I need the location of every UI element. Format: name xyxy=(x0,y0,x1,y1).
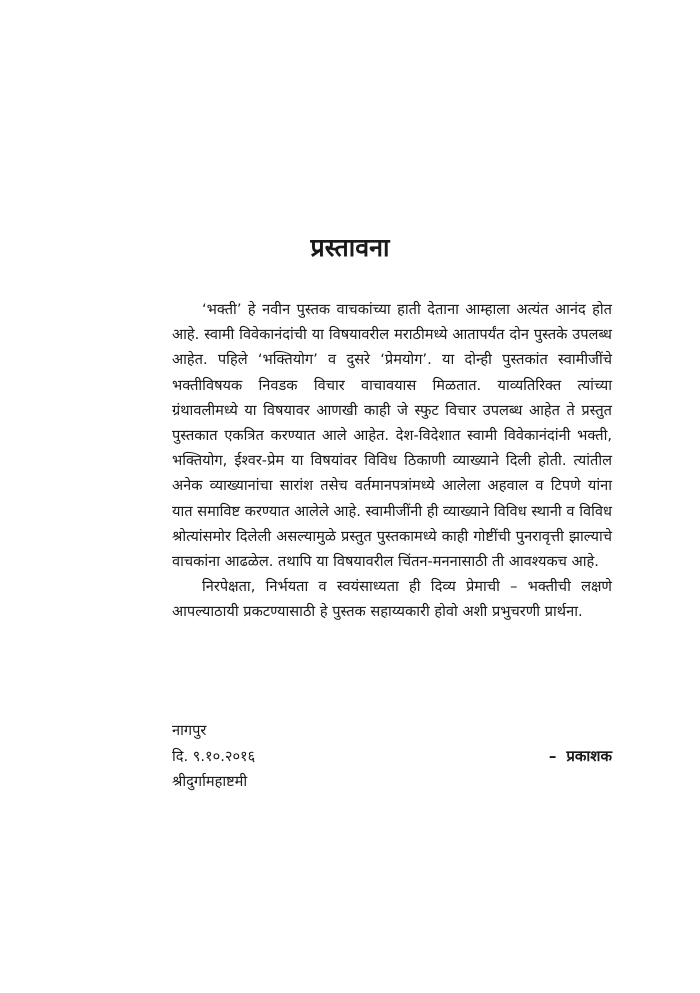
occasion-line: श्रीदुर्गामहाष्टमी xyxy=(172,773,248,790)
page-title: प्रस्तावना xyxy=(310,233,390,262)
publisher-dash: – xyxy=(548,747,557,765)
paragraph-2: निरपेक्षता, निर्भयता व स्वयंसाध्यता ही दिव्य प्रेमाची – भक्तीची लक्षणे आपल्याठायी प्रकटण्यासाठी हे पुस्तक सहाय्यकारी होवो अशी प्रभुचरणी प्रार्थना. xyxy=(172,578,612,621)
place-line: नागपुर xyxy=(172,722,207,739)
date-line: दि. ९.१०.२०१६ xyxy=(172,748,256,765)
publisher-signature xyxy=(549,746,612,766)
publisher-label: प्रकाशक xyxy=(566,747,612,765)
preface-body xyxy=(172,297,612,625)
paragraph-1: ‘भक्ती’ हे नवीन पुस्तक वाचकांच्या हाती देताना आम्हाला अत्यंत आनंद होत आहे. स्वामी विवेकानंदांची या विषयावरील मराठीमध्ये आतापर्यंत दोन पुस्तके उपलब्ध आहेत. पहिले ‘भक्तियोग’ व दुसरे ‘प्रेमयोग’. या दोन्ही पुस्तकांत स्वामीजींचे भक्तीविषयक निवडक विचार वाचावयास मिळतात. याव्यतिरिक्त त्यांच्या ग्रंथावलीमध्ये या विषयावर आणखी काही जे स्फुट विचार उपलब्ध आहेत ते प्रस्तुत पुस्तकात एकत्रित करण्यात आले आहेत. देश-विदेशात स्वामी विवेकानंदांनी भक्ती, भक्तियोग, ईश्वर-प्रेम या विषयांवर विविध ठिकाणी व्याख्याने दिली होती. त्यांतील अनेक व्याख्यानांचा सारांश तसेच वर्तमानपत्रांमध्ये आलेला अहवाल व टिपणे यांना यात समाविष्ट करण्यात आलेले आहे. स्वामीजींनी ही व्याख्याने विविध स्थानी व विविध श्रोत्यांसमोर दिलेली असल्यामुळे प्रस्तुत पुस्तकामध्ये काही गोष्टींची पुनरावृत्ती झाल्याचे वाचकांना आढळेल. तथापि या विषयावरील चिंतन-मननासाठी ती आवश्यकच आहे. xyxy=(172,301,612,571)
